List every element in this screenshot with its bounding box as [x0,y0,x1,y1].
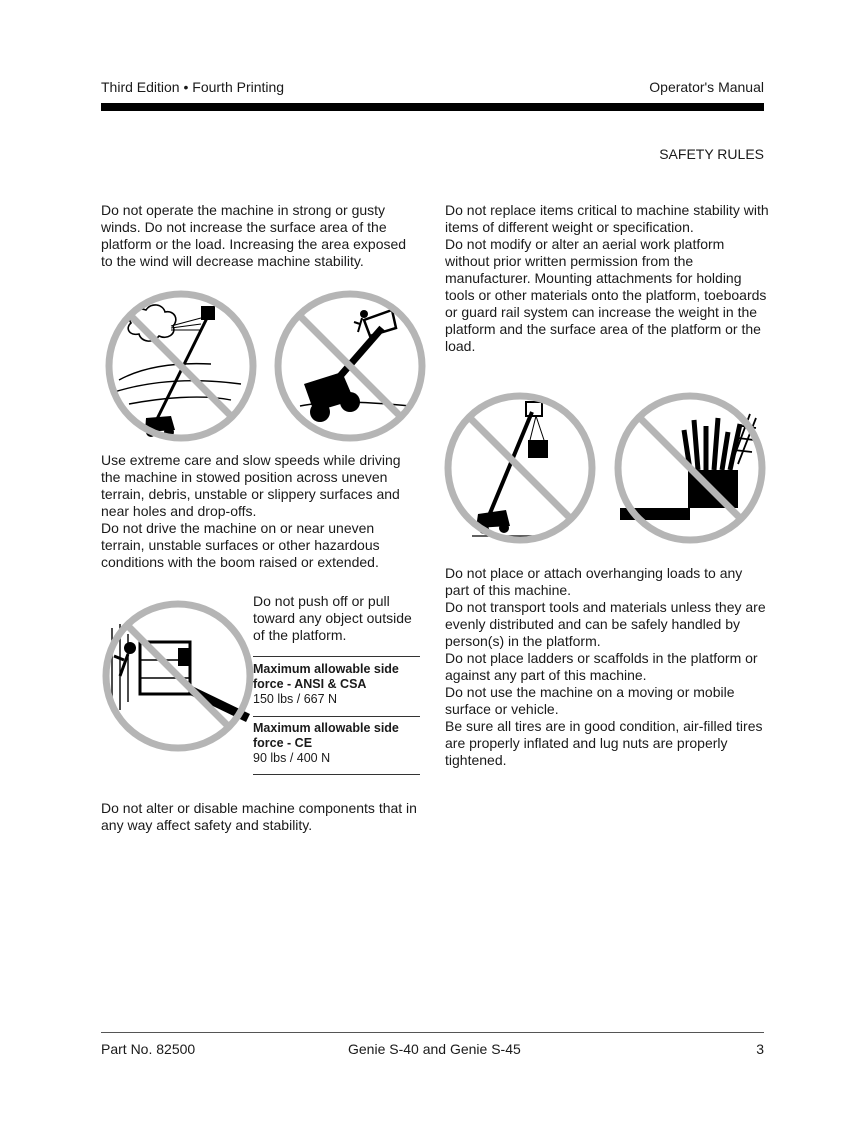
no-wind-icon [101,288,261,443]
right-paras-bottom [445,565,770,769]
spec-ce-label: Maximum allowable side force - CE [253,721,399,750]
header-rule [101,103,764,111]
header-edition: Third Edition • Fourth Printing [101,79,285,95]
no-overhanging-load-icon [440,390,600,545]
spec-ce [253,721,420,766]
text-ladders: Do not place ladders or scaffolds in the platform or against any part of this machine. [445,650,758,683]
spec-ce-value: 90 lbs / 400 N [253,751,331,765]
header-manual-title: Operator's Manual [649,79,764,95]
text-replace-items: Do not replace items critical to machine stability with items of different weight or specification. [445,202,769,235]
spec-ansi [253,662,420,707]
no-overloaded-platform-icon [610,390,770,545]
spec-ansi-value: 150 lbs / 667 N [253,692,338,706]
left-para-alter [101,800,421,834]
text-wind: Do not operate the machine in strong or gusty winds. Do not increase the surface area of the platform or the load. Increasing the area exposed to the wind will decrease machine stability. [101,202,407,269]
text-tires: Be sure all tires are in good condition, air-filled tires are properly inflated and lug nuts are properly tightened. [445,718,763,768]
text-extreme-care: Use extreme care and slow speeds while driving the machine in stowed position across uneven terrain, debris, unstable or slippery surfaces and near holes and drop-offs. [101,452,401,519]
spec-rule-top [253,656,420,657]
spec-rule-mid [253,716,420,717]
right-paras-top [445,202,770,355]
left-para-wind [101,202,421,270]
text-alter-components: Do not alter or disable machine components that in any way affect safety and stability. [101,800,417,833]
footer-page-number: 3 [756,1041,764,1057]
text-push-pull: Do not push off or pull toward any object outside of the platform. [253,593,412,643]
footer-rule [101,1032,764,1033]
left-paras-terrain [101,452,421,571]
text-moving-surface: Do not use the machine on a moving or mobile surface or vehicle. [445,684,735,717]
section-title: SAFETY RULES [659,146,764,162]
text-uneven-terrain: Do not drive the machine on or near uneven terrain, unstable surfaces or other hazardous conditions with the boom raised or extended. [101,520,380,570]
push-pull-warning [253,593,423,644]
no-push-pull-icon [98,598,258,753]
footer-part-number: Part No. 82500 [101,1041,196,1057]
no-tipping-icon [270,288,430,443]
text-transport-tools: Do not transport tools and materials unless they are evenly distributed and can be safely handled by person(s) in the platform. [445,599,766,649]
spec-rule-bottom [253,774,420,775]
text-modify-platform: Do not modify or alter an aerial work platform without prior written permission from the manufacturer. Mounting attachments for holding tools or other materials onto the platform, toeboards or guard rail system can increase the weight in the platform and the surface area of the platform or the load. [445,236,767,354]
spec-ansi-label: Maximum allowable side force - ANSI & CSA [253,662,399,691]
text-overhanging-loads: Do not place or attach overhanging loads to any part of this machine. [445,565,743,598]
footer-model: Genie S-40 and Genie S-45 [348,1041,521,1057]
